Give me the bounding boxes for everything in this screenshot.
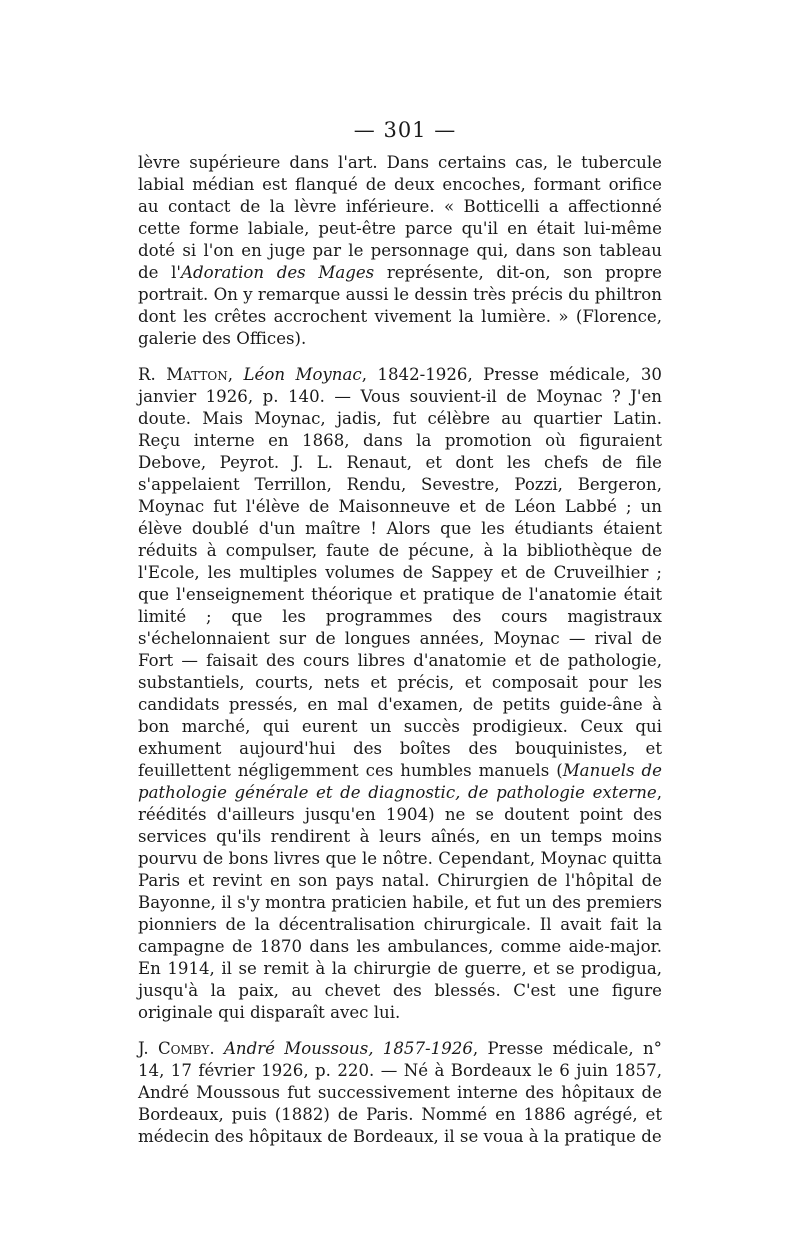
author-initial: R. bbox=[138, 365, 167, 384]
book-title: Manuels de pathologie générale et de diagnostic, de pathologie externe bbox=[138, 761, 662, 802]
paragraph-botticelli bbox=[138, 152, 662, 350]
author-name: Comby bbox=[157, 1039, 210, 1058]
artwork-title: Adoration des Mages bbox=[180, 263, 375, 282]
paragraph-moynac bbox=[138, 364, 662, 1024]
paragraph-text: , Presse médicale, n° 14, 17 février 1926, p. 220. — Né à Bordeaux le 6 juin 1857, André Moussous fut successivement interne des hôpitaux de Bordeaux, puis (1882) de Paris. Nommé en 1886 agrégé, et médecin des hôpitaux de Bordeaux, il se voua à la pratique de bbox=[138, 1039, 662, 1146]
separator: . bbox=[209, 1039, 224, 1058]
separator: , bbox=[227, 365, 244, 384]
article-title: Léon Moynac bbox=[243, 365, 362, 384]
paragraph-moussous bbox=[138, 1038, 662, 1148]
author-initial: J. bbox=[138, 1039, 158, 1058]
paragraph-text: , réédités d'ailleurs jusqu'en 1904) ne se doutent point des services qu'ils rendirent à leurs aînés, en un temps moins pourvu de bons livres que le nôtre. Cependant, Moynac quitta Paris et revint en son pays natal. Chirurgien de l'hôpital de Bayonne, il s'y montra praticien habile, et fut un des premiers pionniers de la décentralisation chirurgicale. Il avait fait la campagne de 1870 dans les ambulances, comme aide-major. En 1914, il se remit à la chirurgie de guerre, et se prodigua, jusqu'à la paix, au chevet des blessés. C'est une figure originale qui disparaît avec lui. bbox=[138, 783, 662, 1022]
paragraph-text: lèvre supérieure dans l'art. Dans certains cas, le tubercule labial médian est flanqué de deux encoches, formant orifice au contact de la lèvre inférieure. « Botticelli a affectionné cette forme labiale, peut-être parce qu'il en était lui-même doté si l'on en juge par le personnage qui, dans son tableau de l' bbox=[138, 153, 662, 282]
paragraph-text: , 1842-1926, Presse médicale, 30 janvier 1926, p. 140. — Vous souvient-il de Moynac ? J'en doute. Mais Moynac, jadis, fut célèbre au quartier Latin. Reçu interne en 1868, dans la promotion où figuraient Debove, Peyrot. J. L. Renaut, et dont les chefs de file s'appelaient Terrillon, Rendu, Sevestre, Pozzi, Bergeron, Moynac fut l'élève de Maisonneuve et de Léon Labbé ; un élève doublé d'un maître ! Alors que les étudiants étaient réduits à compulser, faute de pécune, à la bibliothèque de l'Ecole, les multiples volumes de Sappey et de Cruveilhier ; que l'enseignement théorique et pratique de l'anatomie était limité ; que les programmes des cours magistraux s'échelonnaient sur de longues années, Moynac — rival de Fort — faisait des cours libres d'anatomie et de pathologie, substantiels, courts, nets et précis, et composait pour les candidats pressés, en mal d'examen, de petits guide-âne à bon marché, qui eurent un succès prodigieux. Ceux qui exhument aujourd'hui des boîtes des bouquinistes, et feuillettent négligemment ces humbles manuels ( bbox=[138, 365, 662, 780]
article-title: André Moussous, 1857-1926 bbox=[223, 1039, 473, 1058]
paragraph-text: représente, dit-on, son propre portrait. On y remarque aussi le dessin très précis du philtron dont les crêtes accrochent vivement la lumière. » (Florence, galerie des Offices). bbox=[138, 263, 663, 348]
author-name: Matton bbox=[166, 365, 228, 384]
page-content bbox=[138, 118, 662, 1148]
page-number: — 301 — bbox=[353, 118, 457, 142]
